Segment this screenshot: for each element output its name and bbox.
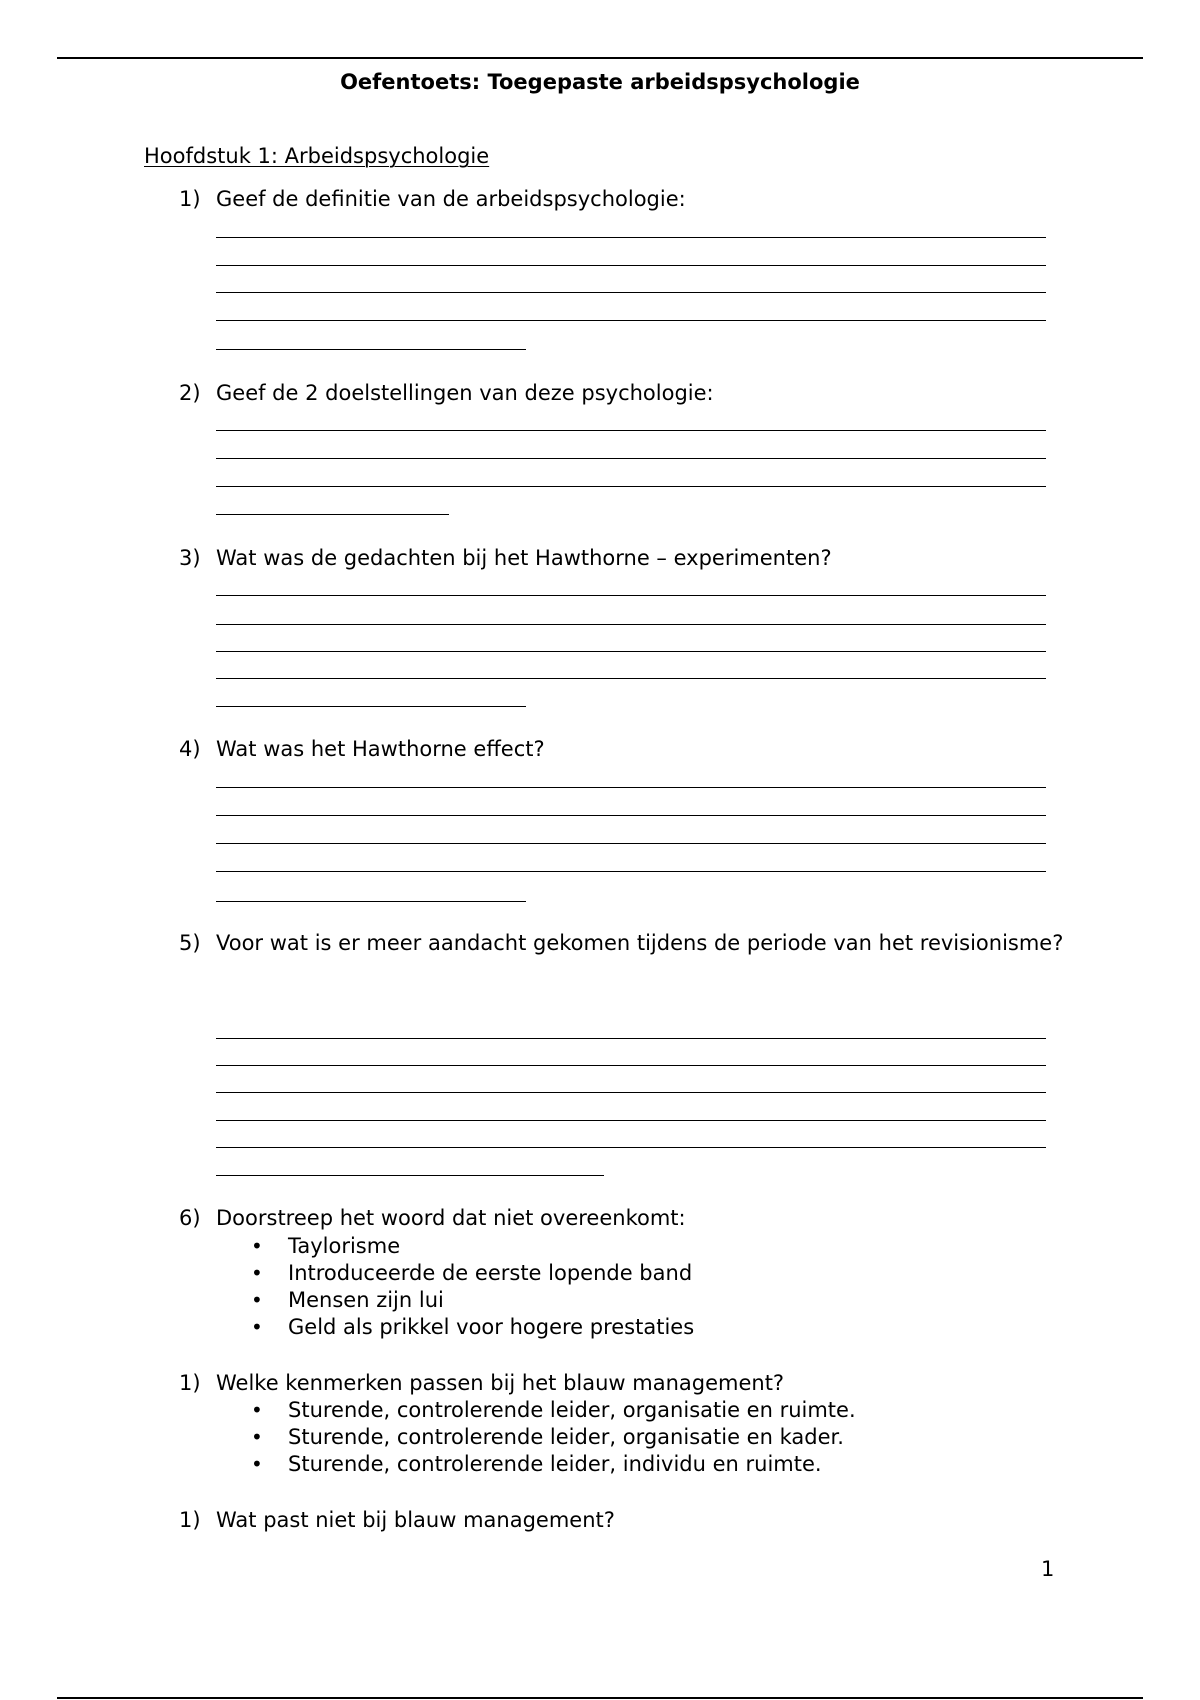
option-text: Sturende, controlerende leider, organisatie en ruimte. [288, 1398, 856, 1422]
question-text: Doorstreep het woord dat niet overeenkomt: [216, 1206, 686, 1230]
answer-line[interactable] [216, 486, 1046, 487]
header-rule [57, 57, 1143, 59]
bullet-icon: • [251, 1452, 263, 1476]
question-2 [0, 380, 1200, 406]
answer-line[interactable] [216, 787, 1046, 788]
answer-line[interactable] [216, 458, 1046, 459]
question-5 [0, 930, 1200, 982]
question-6 [0, 1205, 1200, 1231]
answer-line[interactable] [216, 1038, 1046, 1039]
answer-line[interactable] [216, 871, 1046, 872]
answer-line[interactable] [216, 1175, 604, 1176]
answer-line[interactable] [216, 514, 449, 515]
option-item[interactable] [0, 1424, 1200, 1451]
answer-line[interactable] [216, 1147, 1046, 1148]
question-8 [0, 1507, 1200, 1533]
option-text: Sturende, controlerende leider, individu en ruimte. [288, 1452, 822, 1476]
bullet-icon: • [251, 1234, 263, 1258]
answer-line[interactable] [216, 678, 1046, 679]
question-number: 6) [179, 1206, 201, 1230]
answer-line[interactable] [216, 320, 1046, 321]
bullet-icon: • [251, 1398, 263, 1422]
question-text: Welke kenmerken passen bij het blauw management? [216, 1371, 785, 1395]
answer-line[interactable] [216, 292, 1046, 293]
answer-line[interactable] [216, 1120, 1046, 1121]
answer-line[interactable] [216, 237, 1046, 238]
bullet-icon: • [251, 1288, 263, 1312]
answer-line[interactable] [216, 843, 1046, 844]
question-3 [0, 545, 1200, 571]
bullet-icon: • [251, 1315, 263, 1339]
question-text: Wat past niet bij blauw management? [216, 1508, 615, 1532]
question-7 [0, 1370, 1200, 1396]
page-number: 1 [1041, 1557, 1055, 1581]
question-number: 3) [179, 546, 201, 570]
option-item[interactable] [0, 1260, 1200, 1287]
chapter-heading: Hoofdstuk 1: Arbeidspsychologie [144, 144, 490, 168]
question-text: Voor wat is er meer aandacht gekomen tijdens de periode van het revisionisme? [216, 931, 1064, 955]
question-number: 1) [179, 187, 201, 211]
question-4 [0, 736, 1200, 762]
question-number: 4) [179, 737, 201, 761]
bullet-icon: • [251, 1261, 263, 1285]
option-item[interactable] [0, 1233, 1200, 1260]
answer-line[interactable] [216, 595, 1046, 596]
option-item[interactable] [0, 1314, 1200, 1341]
answer-line[interactable] [216, 815, 1046, 816]
question-text: Geef de definitie van de arbeidspsychologie: [216, 187, 686, 211]
answer-line[interactable] [216, 901, 526, 902]
answer-line[interactable] [216, 265, 1046, 266]
question-text: Geef de 2 doelstellingen van deze psychologie: [216, 381, 714, 405]
question-number: 2) [179, 381, 201, 405]
question-number: 1) [179, 1508, 201, 1532]
answer-line[interactable] [216, 1065, 1046, 1066]
option-item[interactable] [0, 1397, 1200, 1424]
option-text: Taylorisme [288, 1234, 401, 1258]
answer-line[interactable] [216, 651, 1046, 652]
bullet-icon: • [251, 1425, 263, 1449]
option-item[interactable] [0, 1451, 1200, 1478]
option-text: Sturende, controlerende leider, organisatie en kader. [288, 1425, 844, 1449]
question-number: 5) [179, 931, 201, 955]
option-text: Geld als prikkel voor hogere prestaties [288, 1315, 695, 1339]
answer-line[interactable] [216, 624, 1046, 625]
option-text: Mensen zijn lui [288, 1288, 444, 1312]
question-1 [0, 186, 1200, 212]
answer-line[interactable] [216, 349, 526, 350]
answer-line[interactable] [216, 706, 526, 707]
document-title: Oefentoets: Toegepaste arbeidspsychologie [340, 70, 860, 94]
answer-line[interactable] [216, 1092, 1046, 1093]
question-text: Wat was het Hawthorne effect? [216, 737, 545, 761]
question-number: 1) [179, 1371, 201, 1395]
option-item[interactable] [0, 1287, 1200, 1314]
option-text: Introduceerde de eerste lopende band [288, 1261, 693, 1285]
footer-rule [57, 1697, 1143, 1699]
answer-line[interactable] [216, 430, 1046, 431]
question-text: Wat was de gedachten bij het Hawthorne – experimenten? [216, 546, 832, 570]
